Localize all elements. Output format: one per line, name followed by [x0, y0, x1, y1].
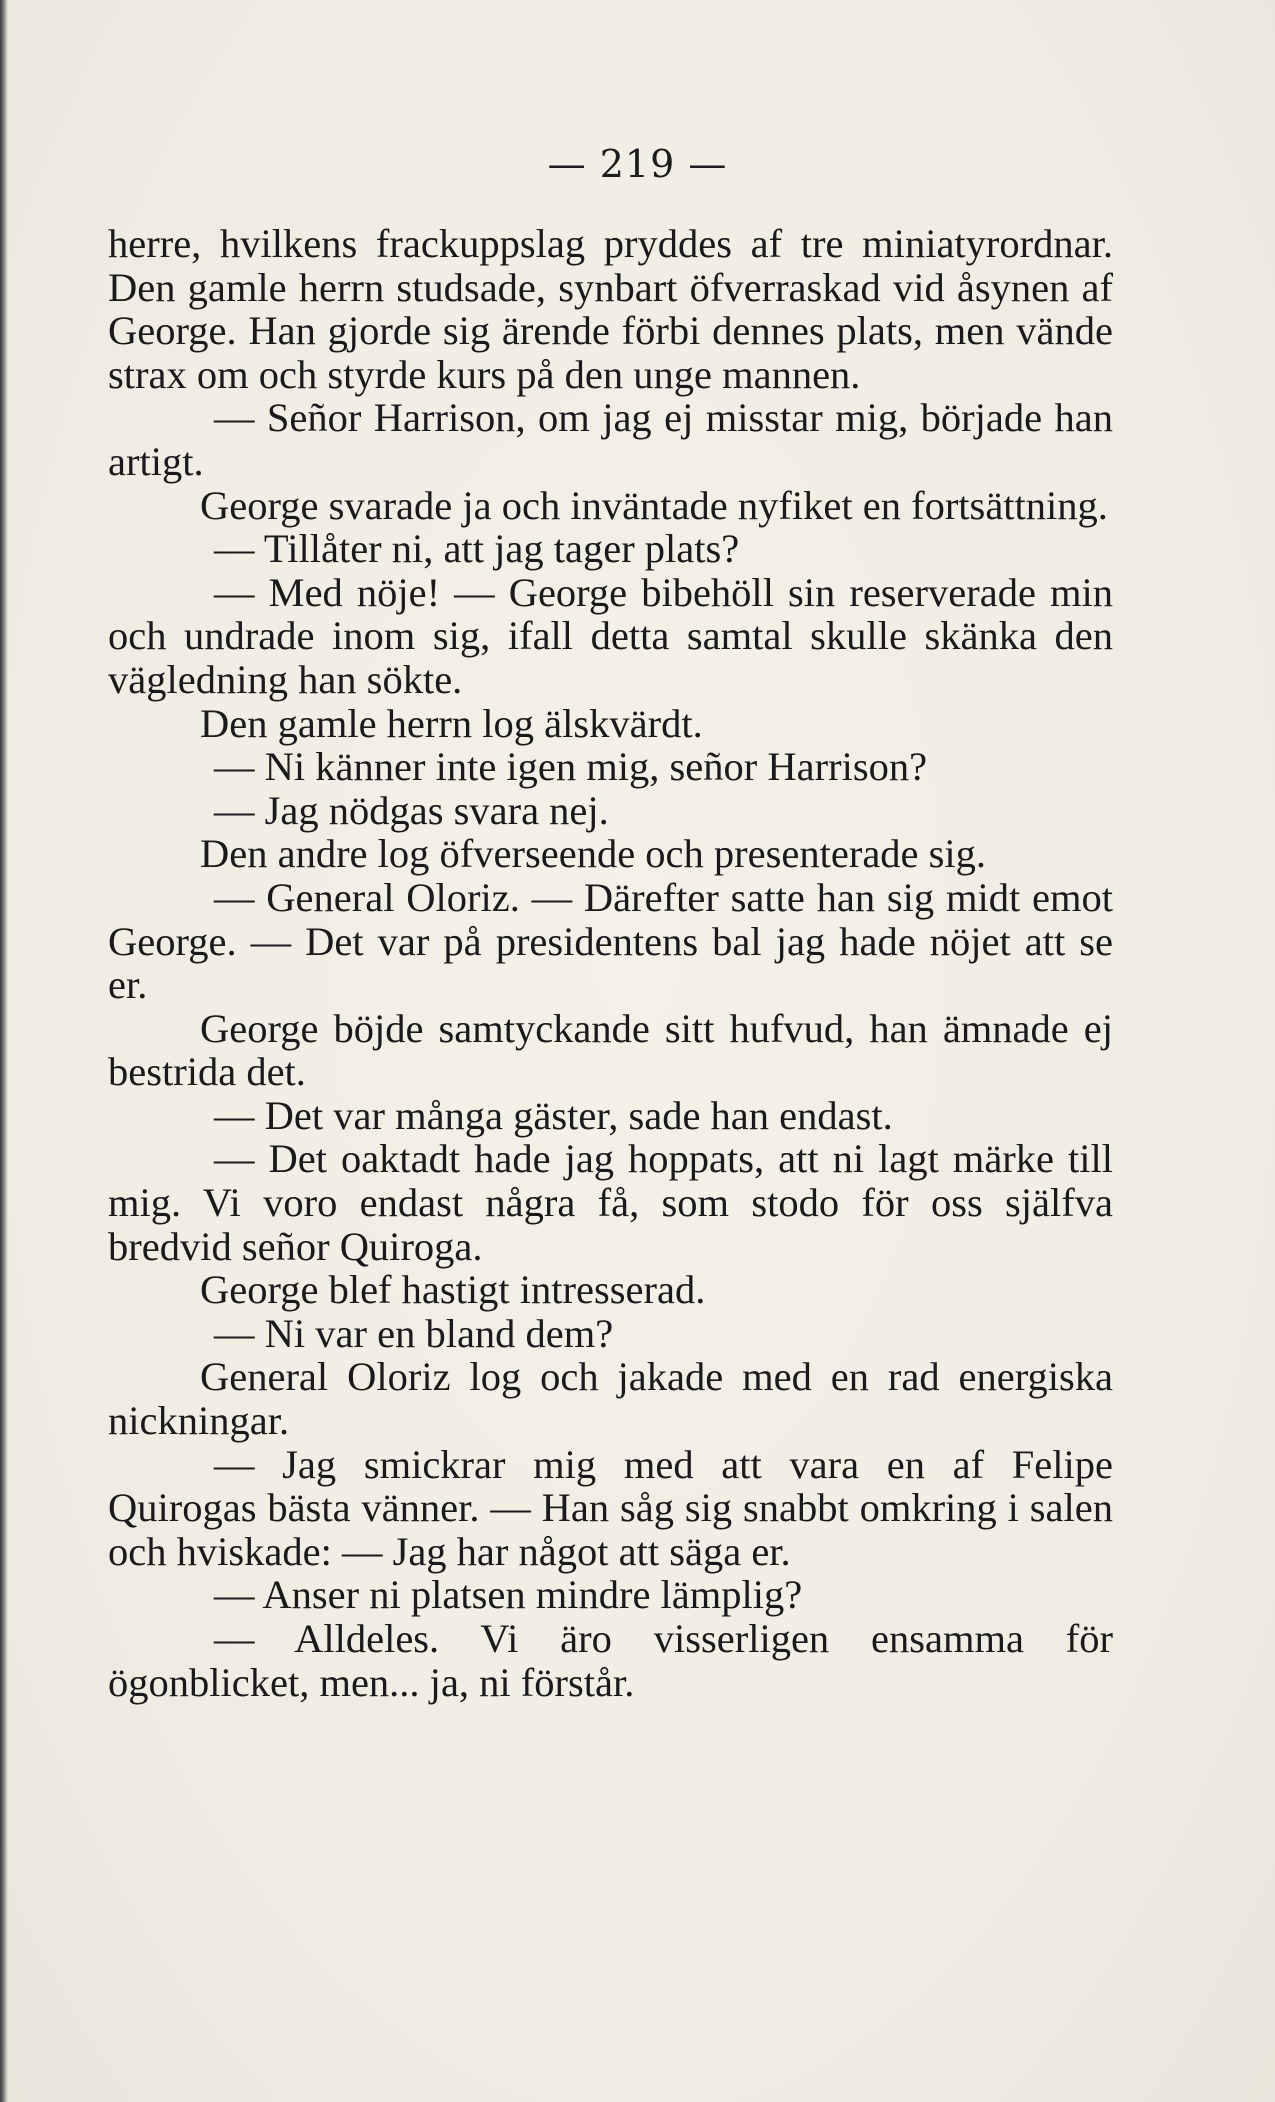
dialogue-paragraph: — General Oloriz. — Därefter satte han sig midt emot George. — Det var på presidentens bal jag hade nöjet att se er. — [108, 874, 1113, 1008]
paragraph: herre, hvilkens frackuppslag pryddes af tre miniatyrordnar. Den gamle herrn studsade, synbart öfverraskad vid åsynen af George. Han gjorde sig ärende förbi dennes plats, men vände strax om och styrde kurs på den unge mannen. — [108, 221, 1113, 397]
dialogue-paragraph: — Ni var en bland dem? — [214, 1310, 614, 1356]
dialogue-paragraph: — Jag nödgas svara nej. — [214, 787, 609, 833]
paragraph: George blef hastigt intresserad. — [200, 1267, 706, 1313]
paragraph: General Oloriz log och jakade med en rad energiska nickningar. — [108, 1354, 1113, 1444]
dialogue-paragraph: — Med nöje! — George bibehöll sin reserverade min och undrade inom sig, ifall detta samtal skulle skänka den vägledning han sökte. — [108, 569, 1113, 702]
paragraph: Den andre log öfverseende och presenterade sig. — [200, 831, 987, 877]
body-text — [108, 222, 1113, 1704]
dialogue-paragraph: — Det oaktadt hade jag hoppats, att ni lagt märke till mig. Vi voro endast några få, som stodo för oss själfva bredvid señor Quiroga. — [108, 1136, 1113, 1269]
dialogue-paragraph: — Señor Harrison, om jag ej misstar mig, började han artigt. — [108, 395, 1113, 484]
page-binding-edge — [0, 0, 8, 2102]
paragraph: George böjde samtyckande sitt hufvud, han ämnade ej bestrida det. — [108, 1005, 1113, 1095]
dialogue-paragraph: — Jag smickrar mig med att vara en af Felipe Quirogas bästa vänner. — Han såg sig snabbt omkring i salen och hviskade: — Jag har något att säga er. — [108, 1441, 1113, 1574]
dialogue-paragraph: — Ni känner inte igen mig, señor Harrison? — [214, 744, 928, 790]
dialogue-paragraph: — Anser ni platsen mindre lämplig? — [214, 1572, 803, 1618]
paragraph: Den gamle herrn log älskvärdt. — [200, 700, 703, 746]
dialogue-paragraph: — Det var många gäster, sade han endast. — [214, 1092, 893, 1138]
page-number-header: — 219 — — [547, 142, 728, 186]
dialogue-paragraph: — Tillåter ni, att jag tager plats? — [214, 526, 740, 572]
dialogue-paragraph: — Alldeles. Vi äro visserligen ensamma för ögonblicket, men... ja, ni förstår. — [108, 1616, 1113, 1705]
paragraph: George svarade ja och inväntade nyfiket en fortsättning. — [200, 482, 1108, 528]
